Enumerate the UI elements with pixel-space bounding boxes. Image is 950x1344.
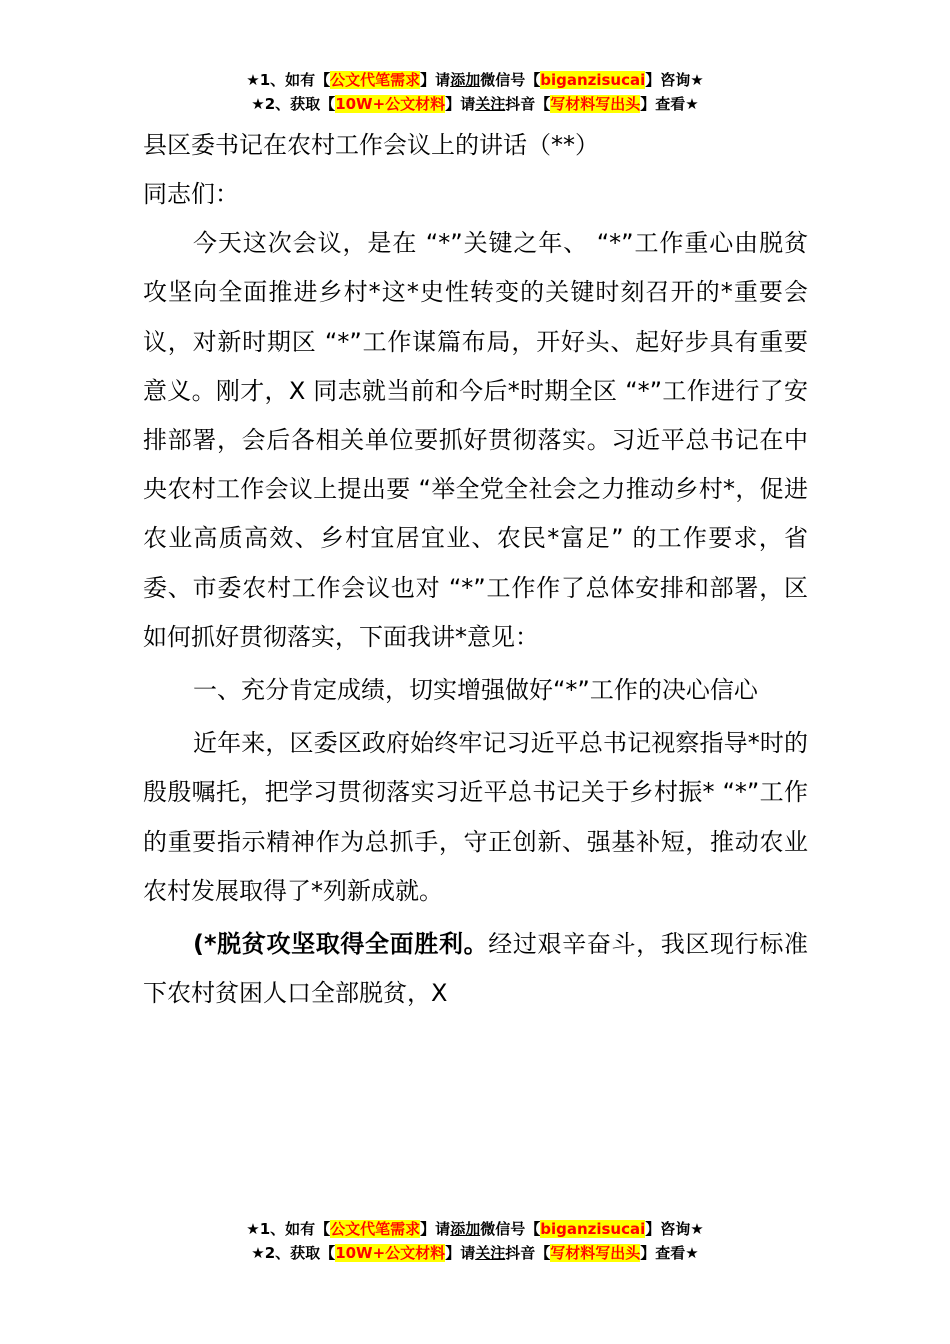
banner-text: 】请 (420, 1220, 451, 1238)
paragraph-text: 经过艰辛奋斗，我区现行标准下农村贫困人口全部脱贫，X (143, 930, 808, 1008)
paragraph-intro: 今天这次会议，是在 “*”关键之年、 “*”工作重心由脱贫攻坚向全面推进乡村*这*史性转变的关键时刻召开的*重要会议，对新时期区 “*”工作谋篇布局，开好头、起好步具有重要意义。刚才，X 同志就当前和今后*时期全区 “*”工作进行了安排部署，会后各相关单位要抓好贯彻落实。习近平总书记在中央农村工作会议上提出要 “举全党全社会之力推动乡村*，促进农业高质高效、乡村宜居宜业、农民*富足” 的工作要求，省委、市委农村工作会议也对 “*”工作作了总体安排和部署，区如何抓好贯彻落实，下面我讲*意见： (143, 229, 808, 651)
paragraph-poverty (143, 920, 808, 1018)
paragraph-achievements: 近年来，区委区政府始终牢记习近平总书记视察指导*时的殷殷嘱托，把学习贯彻落实习近平总书记关于乡村振* “*”工作的重要指示精神作为总抓手，守正创新、强基补短，推动农业农村发展取得了*列新成就。 (143, 729, 808, 905)
banner-text: 】请 (420, 71, 451, 89)
banner-underline: 添加 (450, 1220, 481, 1238)
footer-banner (0, 1217, 950, 1265)
banner-text: 】查看★ (640, 95, 699, 113)
banner-text: 】请 (445, 1244, 476, 1262)
salutation: 同志们： (143, 180, 239, 208)
header-banner (0, 68, 950, 116)
banner-highlight: 10W+公文材料 (335, 1244, 446, 1262)
banner-line-1 (0, 1217, 950, 1241)
banner-text: 】咨询★ (645, 71, 704, 89)
banner-line-1 (0, 68, 950, 92)
banner-text: ★2、获取【 (251, 1244, 336, 1262)
banner-text: ★1、如有【 (246, 1220, 331, 1238)
banner-underline: 添加 (450, 71, 481, 89)
banner-text: ★2、获取【 (251, 95, 336, 113)
banner-text: ★1、如有【 (246, 71, 331, 89)
paragraph-lead: (*脱贫攻坚取得全面胜利。 (193, 930, 489, 959)
banner-text: 】请 (445, 95, 476, 113)
banner-underline: 关注 (475, 95, 506, 113)
document-title: 县区委书记在农村工作会议上的讲话（**） (143, 131, 599, 159)
banner-text: 抖音【 (505, 95, 551, 113)
banner-highlight: 公文代笔需求 (330, 1220, 421, 1238)
banner-text: 微信号【 (480, 1220, 541, 1238)
banner-line-2 (0, 1241, 950, 1265)
banner-highlight: 写材料写出头 (550, 1244, 641, 1262)
banner-underline: 关注 (475, 1244, 506, 1262)
banner-highlight: 写材料写出头 (550, 95, 641, 113)
banner-highlight: biganzisucai (540, 1220, 646, 1238)
banner-highlight: 公文代笔需求 (330, 71, 421, 89)
banner-highlight: biganzisucai (540, 71, 646, 89)
banner-text: 微信号【 (480, 71, 541, 89)
banner-line-2 (0, 92, 950, 116)
banner-highlight: 10W+公文材料 (335, 95, 446, 113)
banner-text: 】查看★ (640, 1244, 699, 1262)
document-body (143, 122, 808, 1018)
banner-text: 抖音【 (505, 1244, 551, 1262)
banner-text: 】咨询★ (645, 1220, 704, 1238)
section-heading-1: 一、充分肯定成绩，切实增强做好“*”工作的决心信心 (193, 676, 758, 705)
